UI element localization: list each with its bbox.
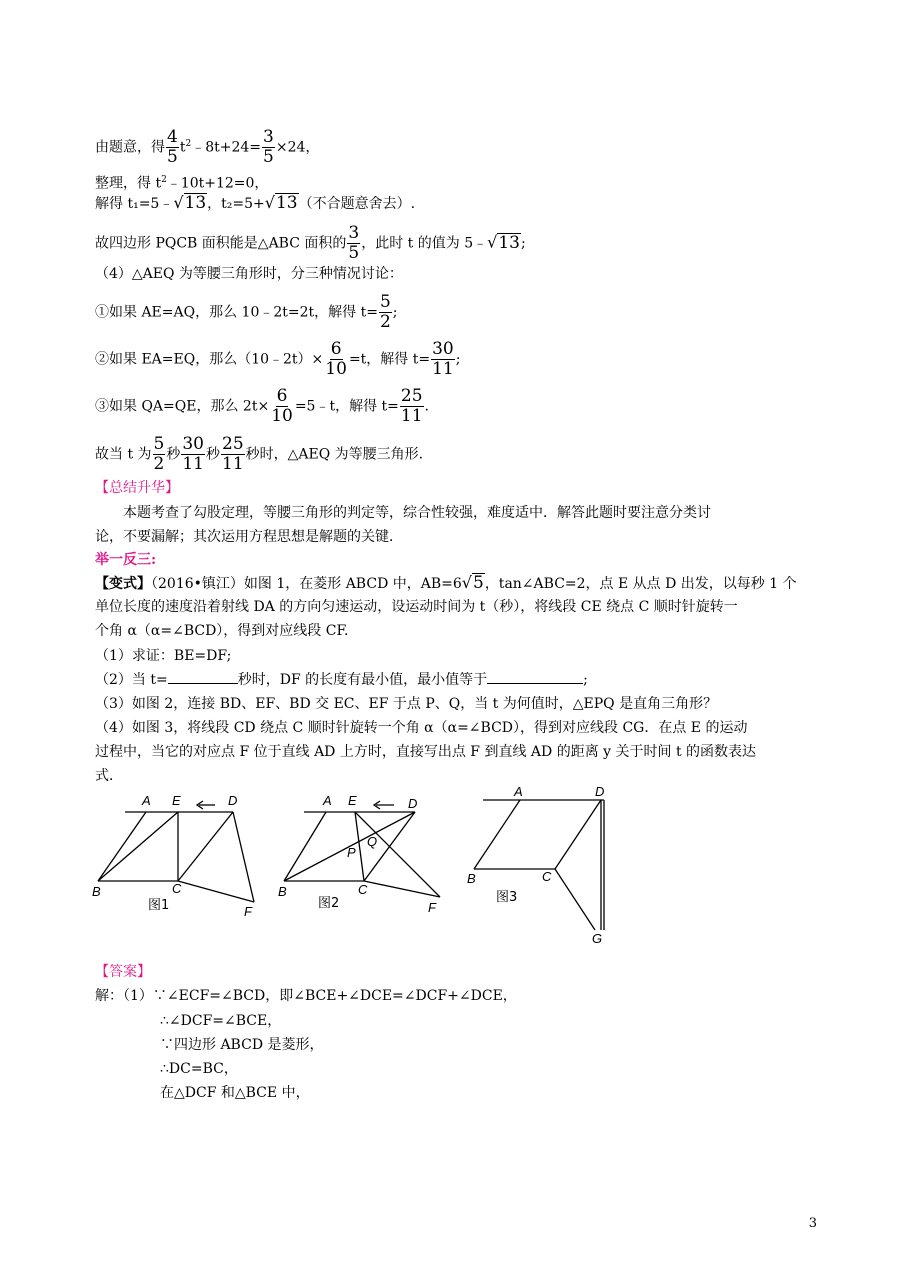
eq-line-7: ②如果 EA=EQ，那么（10﹣2t）× $\frac{6}{10}$ =t，解得 t= $\frac{30}{11}$ ; [95,339,461,379]
eq-line-5: （4）△AEQ 为等腰三角形时，分三种情况讨论： [95,266,403,282]
answer-heading: 【答案】 [95,964,151,980]
label-F: F [244,904,252,919]
question-4b: 过程中，当它的对应点 F 位于直线 AD 上方时，直接写出点 F 到直线 AD 的距离 y 关于时间 t 的函数表达 [95,744,757,760]
label-P: P [347,845,356,860]
question-1: （1）求证：BE=DF; [95,648,232,664]
eq-line-2: 整理，得 $t^2﹣10t+12=0$， [95,175,269,192]
variant-line-2: 单位长度的速度沿着射线 DA 的方向匀速运动，设运动时间为 t（秒），将线段 CE 绕点 C 顺时针旋转一 [95,599,738,615]
label-Q: Q [367,834,378,849]
figures [90,785,630,950]
variant-line-3: 个角 α（α=∠BCD），得到对应线段 CF. [95,623,349,639]
answer-line-5: 在△DCF 和△BCE 中， [160,1085,310,1101]
figure-3-caption: 图3 [496,890,518,905]
label-B: B [92,884,101,899]
question-3: （3）如图 2，连接 BD、EF、BD 交 EC、EF 于点 P、Q，当 t 为何值时，△EPQ 是直角三角形？ [95,696,718,712]
label-E: E [348,793,357,808]
answer-line-2: ∴∠DCF=∠BCE， [160,1013,282,1029]
label-A: A [514,785,523,799]
eq-line-9: 故当 t 为 $\frac{5}{2}$ 秒 $\frac{30}{11}$ 秒 $\frac{25}{11}$ 秒时，△AEQ 为等腰三角形. [95,434,424,474]
label-C: C [172,881,182,896]
answer-line-1: 解：（1）∵∠ECF=∠BCD，即∠BCE+∠DCE=∠DCF+∠DCE， [95,988,517,1004]
eq-line-3: 解得 t₁=5﹣√13，t₂=5+√13（不合题意舍去）. [95,193,416,213]
label-E: E [172,793,181,808]
label-A: A [142,793,151,808]
label-B: B [467,871,476,886]
eq-line-1: 由题意，得 $\frac{4}{5}$ $t^2﹣8t+24=$ $\frac{3}{5}$ ×24， [95,127,320,167]
variant-line-1: 【变式】（2016•镇江）如图 1，在菱形 ABCD 中，AB=6√5，tan∠ABC=2，点 E 从点 D 出发，以每秒 1 个 [95,573,797,593]
answer-line-4: ∴DC=BC， [160,1061,238,1077]
label-D: D [595,785,605,799]
answer-blank[interactable] [168,671,238,684]
eq-line-6: ①如果 AE=AQ，那么 10﹣2t=2t，解得 t= $\frac{5}{2}$ ; [95,292,398,332]
fraction: $\frac{3}{5}$ [263,127,274,167]
label-G: G [592,931,603,946]
eq-line-8: ③如果 QA=QE，那么 2t× $\frac{6}{10}$ =5﹣t，解得 t= $\frac{25}{11}$ . [95,386,429,426]
answer-line-3: ∵四边形 ABCD 是菱形， [160,1037,324,1053]
label-D: D [228,793,238,808]
figure-1-caption: 图1 [148,898,170,913]
text: 由题意，得 [95,139,165,156]
figure-2-caption: 图2 [318,896,340,911]
summary-line-2: 论，不要漏解；其次运用方程思想是解题的关键． [95,529,403,545]
question-4c: 式． [95,768,123,784]
question-2: （2）当 t= 秒时，DF 的长度有最小值，最小值等于 ; [95,672,588,688]
question-4a: （4）如图 3，将线段 CD 绕点 C 顺时针旋转一个角 α（α=∠BCD），得到对应线段 CG．在点 E 的运动 [95,720,748,736]
label-F: F [428,900,436,915]
fraction: $\frac{4}{5}$ [167,127,178,167]
label-C: C [358,882,368,897]
summary-line-1: 本题考查了勾股定理，等腰三角形的判定等，综合性较强，难度适中．解答此题时要注意分类讨 [123,505,711,521]
label-C: C [542,869,552,884]
practice-heading: 举一反三: [95,552,157,568]
answer-blank[interactable] [487,671,583,684]
label-B: B [278,884,287,899]
label-A: A [323,793,332,808]
label-D: D [408,796,418,811]
eq-line-4: 故四边形 PQCB 面积能是△ABC 面积的 $\frac{3}{5}$ ，此时 t 的值为 5﹣√13; [95,223,526,263]
summary-heading: 【总结升华】 [95,480,179,496]
page-number: 3 [808,1216,817,1231]
